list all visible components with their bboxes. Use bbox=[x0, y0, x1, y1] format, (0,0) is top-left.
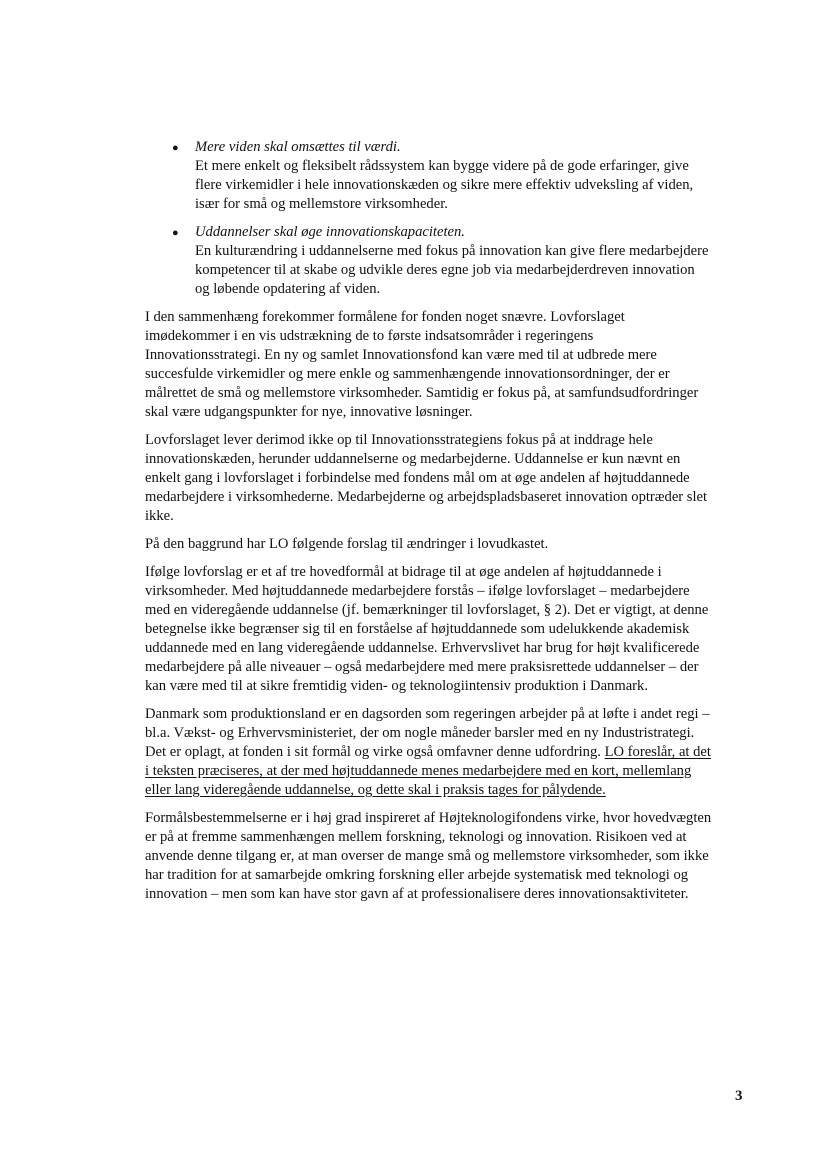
paragraph-purpose-provisions: Formålsbestemmelserne er i høj grad inspireret af Højteknologifondens virke, hvor hovedvægten er på at fremme sammenhængen mellem forskning, teknologi og innovation. Risikoen ved at anvende denne tilgang er, at man overser de mange små og mellemstore virksomheder, som ikke har tradition for at samarbejde omkring forskning eller arbejde systematisk med teknologi og innovation – men som kan have stor gavn af at professionalisere deres innovationsaktiviteter. bbox=[145, 810, 712, 902]
page-number: 3 bbox=[735, 1088, 743, 1104]
bullet-item bbox=[145, 223, 712, 299]
bullet-title: Uddannelser skal øge innovationskapaciteten. bbox=[195, 224, 465, 240]
paragraph-context: I den sammenhæng forekommer formålene for fonden noget snævre. Lovforslaget imødekommer i en vis udstrækning de to første indsatsområder i regeringens Innovationsstrategi. En ny og samlet Innovationsfond kan være med til at udbrede mere succesfulde virkemidler og mere enkle og sammenhængende innovationsordninger, der er målrettet de små og mellemstore virksomheder. Samtidig er fokus på, at samfundsudfordringer skal være udgangspunkter for nye, innovative løsninger. bbox=[145, 309, 699, 420]
lo-proposal-underlined: LO foreslår, at det i teksten præciseres, at der med højtuddannede menes medarbejdere med en kort, mellemlang eller lang videregående uddannelse, og dette skal i praksis tages for pålydende. bbox=[145, 744, 711, 798]
bullet-dot-icon: ● bbox=[172, 227, 179, 239]
paragraph-highly-educated: Ifølge lovforslag er et af tre hovedformål at bidrage til at øge andelen af højtuddannede i virksomheder. Med højtuddannede medarbejdere forstås – ifølge lovforslaget – medarbejdere med en videregående uddannelse (jf. bemærkninger til lovforslaget, § 2). Det er vigtigt, at denne betegnelse ikke begrænser sig til en forståelse af højtuddannede som udelukkende akademisk uddannede med en lang videregående uddannelse. Erhvervslivet har brug for højt kvalificerede medarbejdere på alle niveauer – også medarbejdere med mere praksisrettede uddannelser – der kan være med til at sikre fremtidig viden- og teknologiintensiv produktion i Danmark. bbox=[145, 564, 709, 694]
bullet-title: Mere viden skal omsættes til værdi. bbox=[195, 139, 401, 155]
bullet-list bbox=[145, 138, 712, 299]
paragraph-production-text: Danmark som produktionsland er en dagsorden som regeringen arbejder på at løfte i andet regi – bl.a. Vækst- og Erhvervsministeriet, der om nogle måneder barsler med en ny Industristrategi. Det er oplagt, at fonden i sit formål og virke også omfavner denne udfordring. bbox=[145, 706, 710, 760]
bullet-text: Et mere enkelt og fleksibelt rådssystem kan bygge videre på de gode erfaringer, give flere virkemidler i hele innovationskæden og sikre mere effektiv udveksling af viden, især for små og mellemstore virksomheder. bbox=[195, 158, 694, 212]
bullet-dot-icon: ● bbox=[172, 142, 179, 154]
bullet-item bbox=[145, 138, 712, 214]
paragraph-proposal-intro: På den baggrund har LO følgende forslag til ændringer i lovudkastet. bbox=[145, 536, 549, 552]
bullet-text: En kulturændring i uddannelserne med fokus på innovation kan give flere medarbejdere kompetencer til at skabe og udvikle deres egne job via medarbejderdreven innovation og løbende opdatering af viden. bbox=[195, 243, 709, 297]
paragraph-production-country bbox=[145, 705, 712, 800]
paragraph-shortcomings: Lovforslaget lever derimod ikke op til Innovationsstrategiens fokus på at inddrage hele innovationskæden, herunder uddannelserne og medarbejderne. Uddannelse er kun nævnt en enkelt gang i lovforslaget i forbindelse med fondens mål om at øge andelen af højtuddannede medarbejdere i virksomhederne. Medarbejderne og arbejdspladsbaseret innovation optræder slet ikke. bbox=[145, 432, 708, 524]
page-content bbox=[145, 138, 712, 913]
